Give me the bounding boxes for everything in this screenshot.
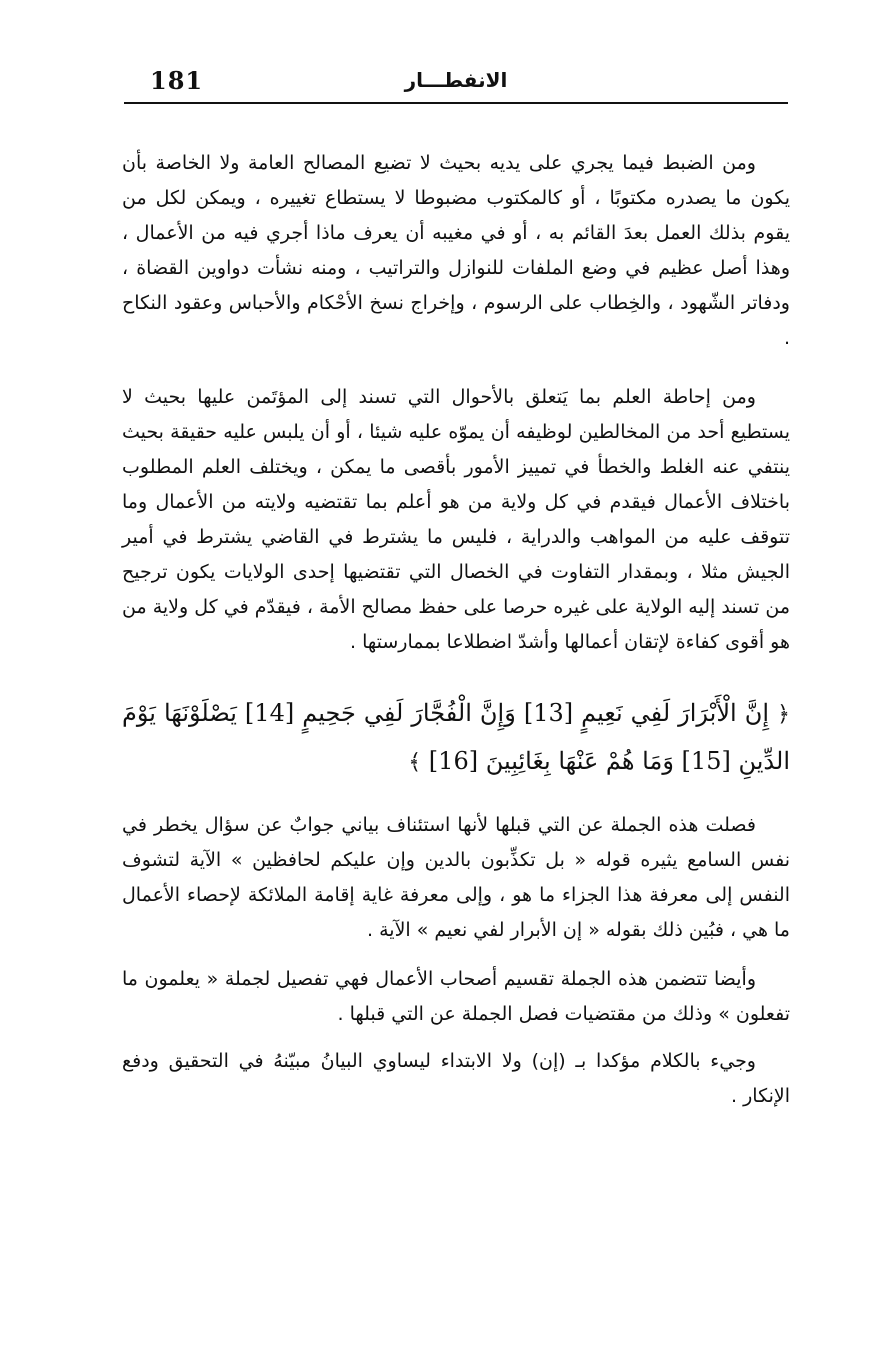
quran-verse [122, 690, 790, 786]
running-title: الانفطـــار [404, 68, 508, 92]
verse-close-bracket: ﴾ [408, 750, 422, 775]
page-header [124, 60, 788, 104]
page-number: 181 [150, 66, 204, 95]
paragraph-knowledge: ومن إحاطة العلم بما يَتعلق بالأحوال التي تسند إلى المؤتَمن عليها بحيث لا يستطيع أحد من المخالطين لوظيفه أن يموّه عليه شيئا ، أو أن يلبس عليه حقيقة بحيث ينتفي عنه الغلط والخطأ في تمييز الأمور بأقصى ما يمكن ، ويختلف العلم المطلوب باختلاف الأعمال فيقدم في كل ولاية من هو أعلم بما تقتضيه ولايته من الأعمال وما تتوقف عليه من المواهب والدراية ، فليس ما يشترط في القاضي يشترط في أمير الجيش مثلا ، وبمقدار التفاوت في الخصال التي تقتضيها إحدى الولايات يكون ترجيح من تسند إليه الولاية على غيره حرصا على حفظ مصالح الأمة ، فيقدّم في كل ولاية من هو أقوى كفاءة لإتقان أعمالها وأشدّ اضطلاعا بممارستها . [122, 386, 790, 653]
paragraph-emphasis: وجيء بالكلام مؤكدا بـ (إن) ولا الابتداء ليساوي البيانُ مبيّنهُ في التحقيق ودفع الإنكار . [122, 1050, 790, 1107]
paragraph-division: وأيضا تتضمن هذه الجملة تقسيم أصحاب الأعمال فهي تفصيل لجملة « يعلمون ما تفعلون » وذلك من مقتضيات فصل الجملة عن التي قبلها . [122, 968, 790, 1025]
verse-text: إِنَّ الْأَبْرَارَ لَفِي نَعِيمٍ [13] وَإِنَّ الْفُجَّارَ لَفِي جَحِيمٍ [14] يَصْلَوْنَهَا يَوْمَ الدِّينِ [15] وَمَا هُمْ عَنْهَا بِغَائِبِينَ [16] [122, 699, 790, 775]
verse-open-bracket: ﴿ [777, 702, 790, 727]
page-body [122, 146, 790, 1114]
paragraph-separation: فصلت هذه الجملة عن التي قبلها لأنها استئناف بياني جوابٌ عن سؤال يخطر في نفس السامع يثيره قوله « بل تكذِّبون بالدين وإن عليكم لحافظين » الآية لتشوف النفس إلى معرفة هذا الجزاء ما هو ، وإلى معرفة غاية إقامة الملائكة لإحصاء الأعمال ما هي ، فبُين ذلك بقوله « إن الأبرار لفي نعيم » الآية . [122, 814, 790, 941]
paragraph-record-keeping: ومن الضبط فيما يجري على يديه بحيث لا تضيع المصالح العامة ولا الخاصة بأن يكون ما يصدره مكتوبًا ، أو كالمكتوب مضبوطا لا يستطاع تغييره ، ويمكن لكل من يقوم بذلك العمل بعدَ القائم به ، أو في مغيبه أن يعرف ماذا أجري فيه من الأعمال ، وهذا أصل عظيم في وضع الملفات للنوازل والتراتيب ، ومنه نشأت دواوين القضاة ، ودفاتر الشّهود ، والخِطاب على الرسوم ، وإخراج نسخ الأحْكام والأحباس وعقود النكاح . [122, 152, 790, 349]
